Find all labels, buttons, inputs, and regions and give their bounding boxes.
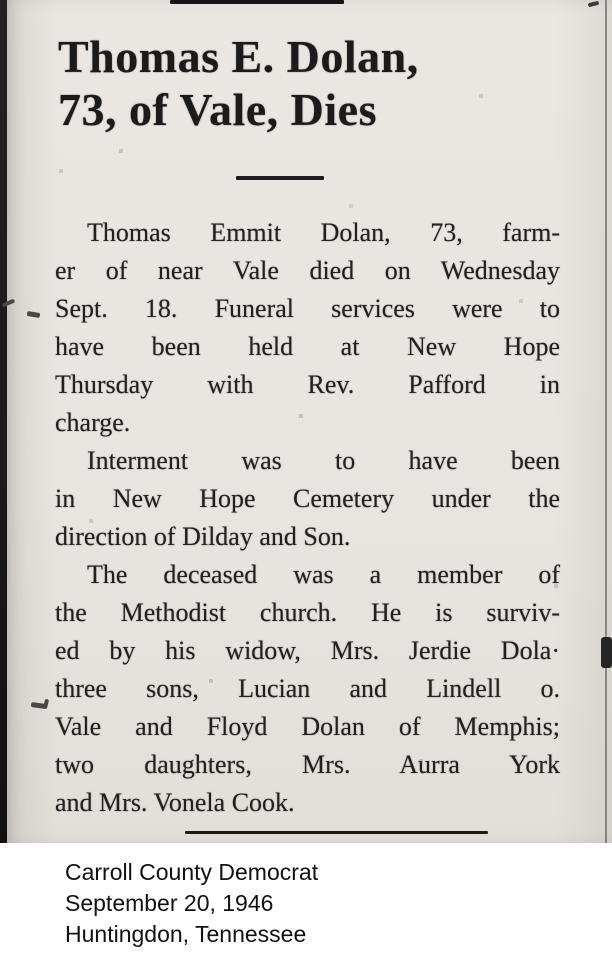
body-line: and Mrs. Vonela Cook. — [55, 788, 295, 817]
body-line: in New Hope Cemetery under the — [55, 484, 560, 513]
pencil-mark — [27, 311, 41, 318]
body-line: ed by his widow, Mrs. Jerdie Dola· — [55, 636, 560, 665]
top-right-mark — [588, 1, 600, 8]
body-line: The deceased was a member of — [87, 560, 560, 589]
body-line: charge. — [55, 408, 131, 437]
source-caption — [65, 857, 318, 950]
body-line: three sons, Lucian and Lindell o. — [55, 674, 560, 703]
body-line: Vale and Floyd Dolan of Memphis; — [55, 712, 560, 741]
body-line: two daughters, Mrs. Aurra York — [55, 750, 560, 779]
body-line: Thursday with Rev. Pafford in — [55, 370, 560, 399]
body-line: er of near Vale died on Wednesday — [55, 256, 560, 285]
paragraph — [55, 214, 560, 442]
body-line: the Methodist church. He is surviv- — [55, 598, 560, 627]
right-edge-ink-blob — [601, 637, 612, 668]
article-body — [55, 214, 560, 822]
body-line: Sept. 18. Funeral services were to — [55, 294, 560, 323]
pencil-mark — [43, 699, 49, 710]
top-edge-rule — [170, 0, 344, 4]
caption-publication: Carroll County Democrat — [65, 859, 319, 885]
headline-line-2: 73, of Vale, Dies — [58, 84, 377, 135]
body-line: direction of Dilday and Son. — [55, 522, 351, 551]
caption-date: September 20, 1946 — [65, 890, 274, 916]
paragraph — [55, 556, 560, 822]
left-edge-shadow — [0, 0, 7, 843]
headline — [58, 30, 612, 136]
headline-line-1: Thomas E. Dolan, — [58, 31, 419, 82]
paragraph — [55, 442, 560, 556]
headline-divider — [236, 176, 324, 180]
body-line: have been held at New Hope — [55, 332, 560, 361]
body-line: Thomas Emmit Dolan, 73, farm- — [87, 218, 560, 247]
bottom-divider — [185, 831, 488, 834]
body-line: Interment was to have been — [87, 446, 560, 475]
caption-location: Huntingdon, Tennessee — [65, 921, 307, 947]
